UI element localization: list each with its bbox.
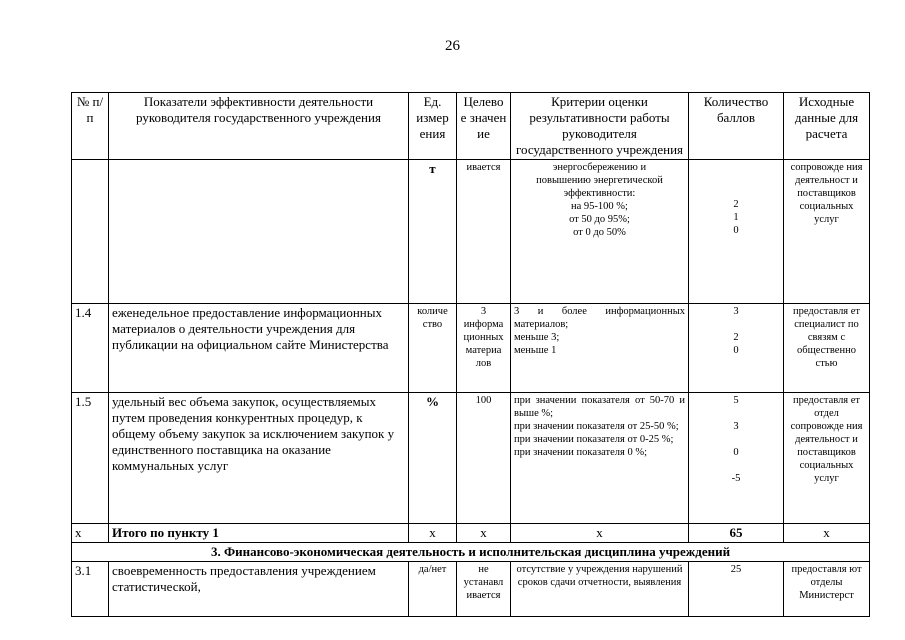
header-source: Исходные данные для расчета [784, 93, 870, 160]
cell-source: предоставля ют отделы Министерст [784, 562, 870, 617]
header-unit: Ед. измер ения [409, 93, 457, 160]
criteria-line: энергосбережению и [552, 162, 647, 173]
table-row-3-1 [72, 562, 870, 617]
criteria-line: повышению энергетической [536, 175, 663, 186]
points-value: 2 [733, 332, 739, 343]
cell-target: х [457, 524, 511, 543]
table-row-1-5 [72, 393, 870, 524]
cell-source: предоставля ет специалист по связям с общественно стью [784, 304, 870, 393]
cell-source: предоставля ет отдел сопровожде ния деятельност и поставщиков социальных услуг [784, 393, 870, 524]
points-value: 0 [733, 345, 739, 356]
table-row-total [72, 524, 870, 543]
criteria-line: при значении показателя от 50-70 и выше %; [514, 395, 685, 419]
criteria-line: при значении показателя 0 %; [514, 447, 648, 458]
cell-points [689, 160, 784, 304]
page-number: 26 [445, 38, 460, 54]
cell-unit: количе ство [409, 304, 457, 393]
criteria-line: эффективности: [563, 188, 636, 199]
cell-indicator: удельный вес объема закупок, осуществляемых путем проведения конкурентных процедур, к общему объему закупок за исключением закупок у единственного поставщика на оказание коммунальных услуг [109, 393, 409, 524]
cell-num: 1.4 [72, 304, 109, 393]
cell-points [689, 304, 784, 393]
cell-criteria: х [511, 524, 689, 543]
indicators-table [71, 92, 870, 617]
table-row-section [72, 543, 870, 562]
cell-indicator: Итого по пункту 1 [109, 524, 409, 543]
header-points: Количество баллов [689, 93, 784, 160]
cell-target: 3 информа ционных материа лов [457, 304, 511, 393]
cell-num: х [72, 524, 109, 543]
cell-unit: т [409, 160, 457, 304]
criteria-line: от 0 до 50% [573, 227, 626, 238]
cell-points: 65 [689, 524, 784, 543]
cell-target: 100 [457, 393, 511, 524]
header-num: № п/п [72, 93, 109, 160]
criteria-line: 3 и более информационных материалов; [514, 306, 685, 330]
cell-target: ивается [457, 160, 511, 304]
header-target: Целево е значен ие [457, 93, 511, 160]
cell-criteria [511, 160, 689, 304]
cell-unit: х [409, 524, 457, 543]
cell-points [689, 393, 784, 524]
points-value: 2 [733, 199, 739, 210]
criteria-line: при значении показателя от 0-25 %; [514, 434, 674, 445]
cell-unit: да/нет [409, 562, 457, 617]
cell-criteria [511, 304, 689, 393]
criteria-line: меньше 1 [514, 345, 557, 356]
points-value: 3 [733, 421, 739, 432]
points-value: 0 [733, 225, 739, 236]
cell-criteria: отсутствие у учреждения нарушений сроков сдачи отчетности, выявления [511, 562, 689, 617]
cell-indicator: своевременность предоставления учреждением статистической, [109, 562, 409, 617]
criteria-line: меньше 3; [514, 332, 560, 343]
points-value: 3 [733, 306, 739, 317]
table-row-1-4 [72, 304, 870, 393]
cell-criteria [511, 393, 689, 524]
cell-num: 3.1 [72, 562, 109, 617]
section-heading: 3. Финансово-экономическая деятельность и исполнительская дисциплина учреждений [72, 543, 870, 562]
cell-num: 1.5 [72, 393, 109, 524]
cell-indicator [109, 160, 409, 304]
criteria-line: на 95-100 %; [571, 201, 628, 212]
criteria-line: от 50 до 95%; [569, 214, 630, 225]
cell-source: сопровожде ния деятельност и поставщиков социальных услуг [784, 160, 870, 304]
cell-indicator: еженедельное предоставление информационных материалов о деятельности учреждения для публикации на официальном сайте Министерства [109, 304, 409, 393]
header-indicator: Показатели эффективности деятельности руководителя государственного учреждения [109, 93, 409, 160]
points-value: 5 [733, 395, 739, 406]
cell-unit: % [409, 393, 457, 524]
cell-points: 25 [689, 562, 784, 617]
criteria-line: при значении показателя от 25-50 %; [514, 421, 679, 432]
points-value: -5 [731, 473, 741, 484]
points-value: 1 [733, 212, 739, 223]
cell-target: не устанавл ивается [457, 562, 511, 617]
table-row-continued [72, 160, 870, 304]
cell-num [72, 160, 109, 304]
header-criteria: Критерии оценки результативности работы руководителя государственного учреждения [511, 93, 689, 160]
points-value: 0 [733, 447, 739, 458]
table-header-row [72, 93, 870, 160]
cell-source: х [784, 524, 870, 543]
